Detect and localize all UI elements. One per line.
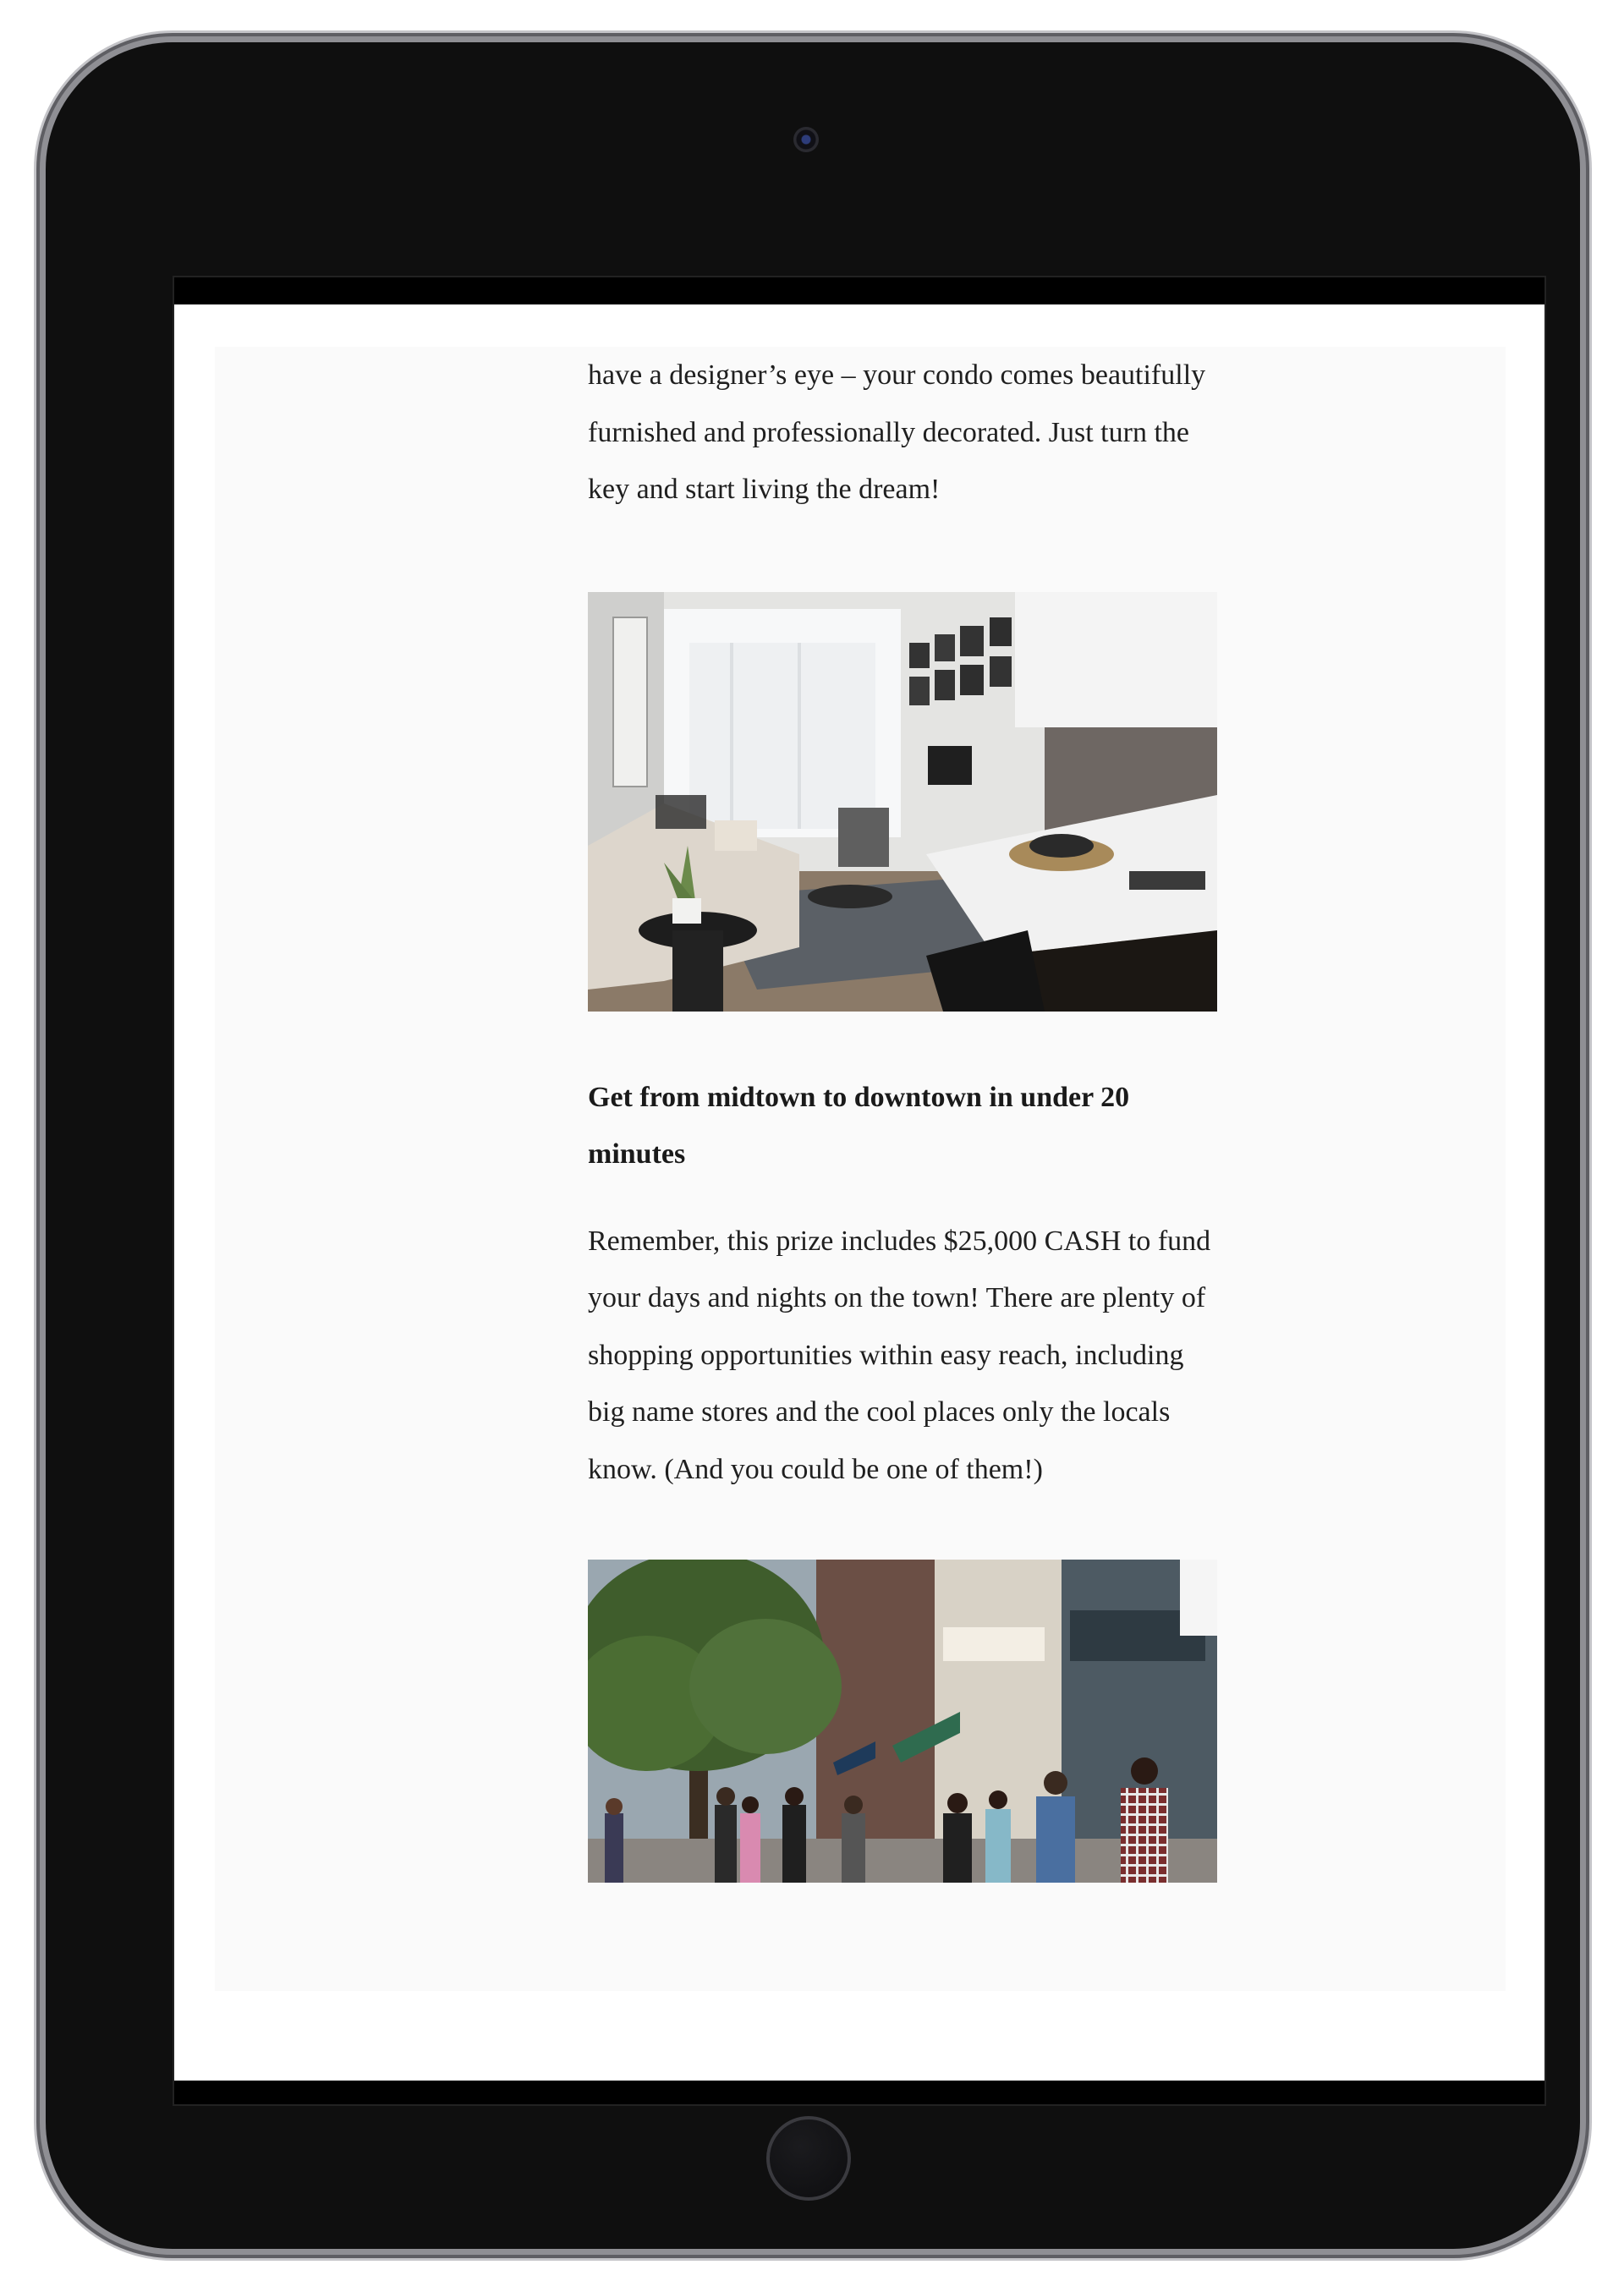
tablet-screen (173, 276, 1546, 2106)
home-button[interactable] (766, 2116, 851, 2201)
intro-paragraph: have a designer’s eye – your condo comes beautifully furnished and professionally decorated. Just turn the key and start living the dream! (588, 359, 1206, 505)
article-page (215, 347, 1506, 1991)
interior-photo (588, 592, 1217, 1012)
section-heading: Get from midtown to downtown in under 20 minutes (588, 1081, 1130, 1170)
street-photo (588, 1560, 1217, 1883)
section-paragraph: Remember, this prize includes $25,000 CASH to fund your days and nights on the town! There are plenty of shopping opportunities within easy reach, including big name stores and the cool places only the locals know. (And you could be one of them!) (588, 1225, 1211, 1485)
browser-viewport[interactable] (174, 304, 1544, 2081)
article-column (588, 347, 1217, 1883)
tablet-device (46, 42, 1580, 2249)
front-camera (793, 127, 819, 152)
